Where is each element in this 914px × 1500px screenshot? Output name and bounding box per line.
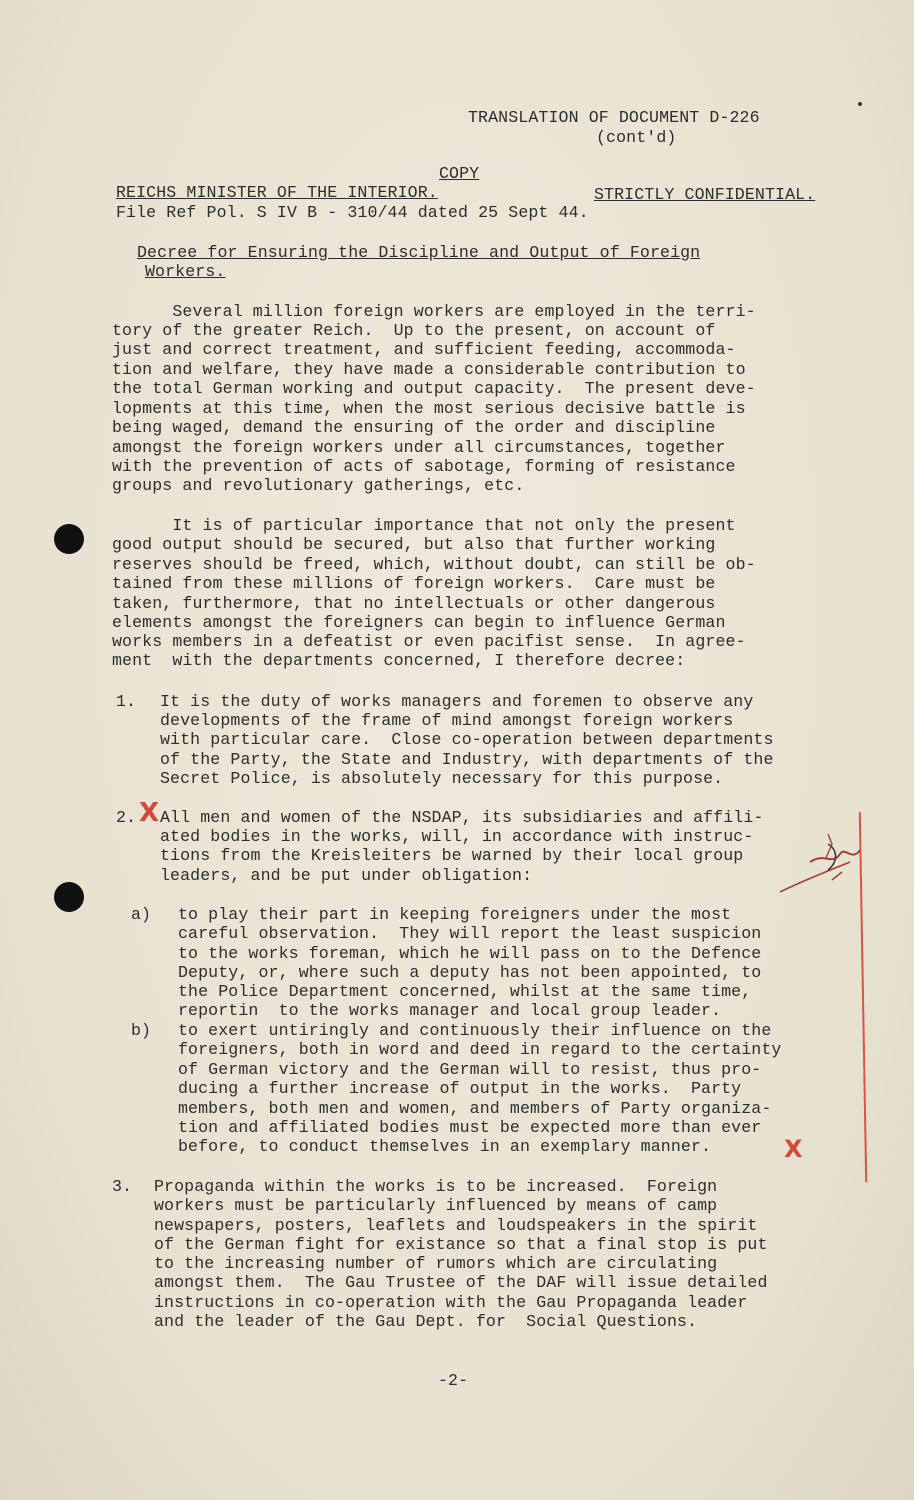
subitem-line: tion and affiliated bodies must be expected more than ever bbox=[178, 1118, 762, 1137]
subitem-line: to exert untiringly and continuously their influence on the bbox=[178, 1021, 772, 1040]
item-number: 2. bbox=[116, 808, 137, 827]
ink-dot bbox=[858, 102, 862, 106]
paragraph-line: lopments at this time, when the most serious decisive battle is bbox=[112, 399, 746, 418]
item-line: It is the duty of works managers and foremen to observe any bbox=[160, 692, 754, 711]
paragraph-line: tained from these millions of foreign workers. Care must be bbox=[112, 574, 716, 593]
subitem-line: to the works foreman, which he will pass on to the Defence bbox=[178, 944, 762, 963]
item-line: developments of the frame of mind amongst foreign workers bbox=[160, 711, 734, 730]
item-line: tions from the Kreisleiters be warned by their local group bbox=[160, 846, 744, 865]
paragraph-line: ment with the departments concerned, I therefore decree: bbox=[112, 651, 686, 670]
decree-title-line-1: Decree for Ensuring the Discipline and Output of Foreign bbox=[137, 243, 701, 262]
subitem-line: to play their part in keeping foreigners under the most bbox=[178, 905, 732, 924]
subitem-b-label: b) bbox=[131, 1021, 152, 1040]
paragraph-line: taken, furthermore, that no intellectuals or other dangerous bbox=[112, 594, 716, 613]
item-line: amongst them. The Gau Trustee of the DAF will issue detailed bbox=[154, 1273, 768, 1292]
paragraph-line: the total German working and output capacity. The present deve- bbox=[112, 379, 756, 398]
item-line: workers must be particularly influenced by means of camp bbox=[154, 1196, 718, 1215]
paragraph-line: groups and revolutionary gatherings, etc. bbox=[112, 476, 525, 495]
subitem-line: Deputy, or, where such a deputy has not been appointed, to bbox=[178, 963, 762, 982]
item-line: with particular care. Close co-operation between departments bbox=[160, 730, 774, 749]
item-line: newspapers, posters, leaflets and loudspeakers in the spirit bbox=[154, 1216, 758, 1235]
subitem-line: careful observation. They will report the least suspicion bbox=[178, 924, 762, 943]
paragraph-line: Several million foreign workers are employed in the terri- bbox=[112, 302, 756, 321]
subitem-line: the Police Department concerned, whilst at the same time, bbox=[178, 982, 752, 1001]
classification-label: STRICTLY CONFIDENTIAL. bbox=[594, 185, 816, 204]
subitem-line: reportin to the works manager and local group leader. bbox=[178, 1001, 722, 1020]
red-x-mark-start: X bbox=[139, 798, 160, 828]
page-number: -2- bbox=[438, 1371, 469, 1390]
translation-title: TRANSLATION OF DOCUMENT D-226 bbox=[468, 108, 760, 127]
subitem-a-label: a) bbox=[131, 905, 152, 924]
paragraph-line: just and correct treatment, and sufficient feeding, accommoda- bbox=[112, 340, 736, 359]
file-reference: File Ref Pol. S IV B - 310/44 dated 25 Sept 44. bbox=[116, 203, 589, 222]
item-line: Propaganda within the works is to be increased. Foreign bbox=[154, 1177, 718, 1196]
paragraph-line: with the prevention of acts of sabotage, forming of resistance bbox=[112, 457, 736, 476]
item-line: ated bodies in the works, will, in accordance with instruc- bbox=[160, 827, 754, 846]
subitem-line: ducing a further increase of output in the works. Party bbox=[178, 1079, 742, 1098]
paragraph-line: good output should be secured, but also that further working bbox=[112, 535, 716, 554]
paragraph-line: It is of particular importance that not only the present bbox=[112, 516, 736, 535]
handwritten-bracket bbox=[824, 842, 844, 872]
subitem-line: before, to conduct themselves in an exemplary manner. bbox=[178, 1137, 712, 1156]
decree-title-line-2: Workers. bbox=[145, 262, 226, 281]
item-line: All men and women of the NSDAP, its subsidiaries and affili- bbox=[160, 808, 764, 827]
paragraph-line: works members in a defeatist or even pacifist sense. In agree- bbox=[112, 632, 746, 651]
red-x-mark-end: X bbox=[784, 1135, 803, 1163]
item-line: instructions in co-operation with the Gau Propaganda leader bbox=[154, 1293, 748, 1312]
item-number: 1. bbox=[116, 692, 137, 711]
item-line: leaders, and be put under obligation: bbox=[160, 866, 533, 885]
paragraph-line: tion and welfare, they have made a considerable contribution to bbox=[112, 360, 746, 379]
item-line: to the increasing number of rumors which are circulating bbox=[154, 1254, 718, 1273]
item-line: of the Party, the State and Industry, with departments of the bbox=[160, 750, 774, 769]
paragraph-line: elements amongst the foreigners can begin to influence German bbox=[112, 613, 726, 632]
punch-hole-bottom bbox=[54, 882, 84, 912]
copy-label: COPY bbox=[439, 164, 480, 183]
subitem-line: foreigners, both in word and deed in regard to the certainty bbox=[178, 1040, 782, 1059]
item-line: and the leader of the Gau Dept. for Social Questions. bbox=[154, 1312, 698, 1331]
authority-line: REICHS MINISTER OF THE INTERIOR. bbox=[116, 183, 438, 202]
contd-label: (cont'd) bbox=[596, 128, 677, 147]
subitem-line: of German victory and the German will to resist, thus pro- bbox=[178, 1060, 762, 1079]
item-line: Secret Police, is absolutely necessary for this purpose. bbox=[160, 769, 724, 788]
item-line: of the German fight for existance so that a final stop is put bbox=[154, 1235, 768, 1254]
paragraph-line: amongst the foreign workers under all circumstances, together bbox=[112, 438, 726, 457]
item-number: 3. bbox=[112, 1177, 133, 1196]
paragraph-line: being waged, demand the ensuring of the order and discipline bbox=[112, 418, 716, 437]
paragraph-line: tory of the greater Reich. Up to the present, on account of bbox=[112, 321, 716, 340]
punch-hole-top bbox=[54, 524, 84, 554]
subitem-line: members, both men and women, and members of Party organiza- bbox=[178, 1099, 772, 1118]
paragraph-line: reserves should be freed, which, without doubt, can still be ob- bbox=[112, 555, 756, 574]
